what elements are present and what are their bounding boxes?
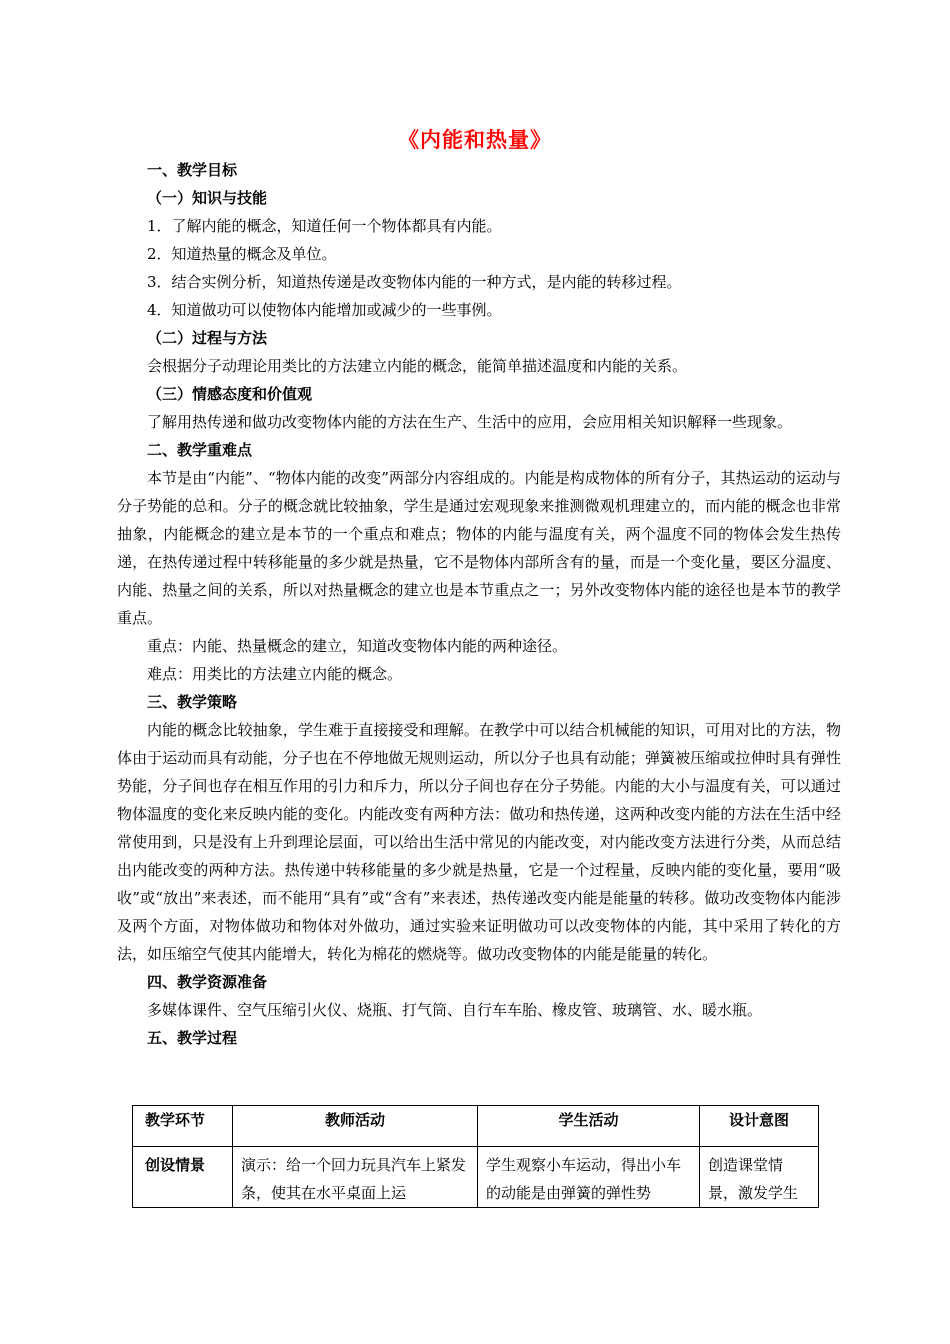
document-title: 《内能和热量》 xyxy=(398,128,552,152)
attitude-values-text: 了解用热传递和做功改变物体内能的方法在生产、生活中的应用，会应用相关知识解释一些现象。 xyxy=(147,413,793,431)
objective-item: 1．了解内能的概念，知道任何一个物体都具有内能。 xyxy=(147,217,502,235)
key-points-text: 本节是由“内能”、“物体内能的改变”两部分内容组成的。内能是构成物体的所有分子，其热运动的运动与分子势能的总和。分子的概念就比较抽象，学生是通过宏观现象来推测微观机理建立的，而内能的概念也非常抽象，内能概念的建立是本节的一个重点和难点；物体的内能与温度有关，两个温度不同的物体会发生热传递，在热传递过程中转移能量的多少就是热量，它不是物体内部所含有的量，而是一个变化量，要区分温度、内能、热量之间的关系，所以对热量概念的建立也是本节重点之一；另外改变物体内能的途径也是本节的教学重点。 xyxy=(117,469,841,627)
teaching-process-table xyxy=(132,1105,819,1208)
subheading-attitude-values: （三）情感态度和价值观 xyxy=(147,385,313,403)
table-header-cell: 设计意图 xyxy=(700,1106,819,1147)
key-point-line: 重点：内能、热量概念的建立，知道改变物体内能的两种途径。 xyxy=(147,637,568,655)
difficult-point-line: 难点：用类比的方法建立内能的概念。 xyxy=(147,665,403,683)
section-heading-resources: 四、教学资源准备 xyxy=(147,973,268,991)
strategy-text: 内能的概念比较抽象，学生难于直接接受和理解。在教学中可以结合机械能的知识，可用对比的方法，物体由于运动而具有动能，分子也在不停地做无规则运动，所以分子也具有动能；弹簧被压缩或拉伸时具有弹性势能，分子间也存在相互作用的引力和斥力，所以分子间也存在分子势能。内能的大小与温度有关，可以通过物体温度的变化来反映内能的变化。内能改变有两种方法：做功和热传递，这两种改变内能的方法在生活中经常使用到，只是没有上升到理论层面，可以给出生活中常见的内能改变，对内能改变方法进行分类，从而总结出内能改变的两种方法。热传递中转移能量的多少就是热量，它是一个过程量，反映内能的变化量，要用“吸收”或“放出”来表述，而不能用“具有”或“含有”来表述，热传递改变内能是能量的转移。做功改变物体内能涉及两个方面，对物体做功和物体对外做功，通过实验来证明做功可以改变物体的内能，其中采用了转化的方法，如压缩空气使其内能增大，转化为棉花的燃烧等。做功改变物体的内能是能量的转化。 xyxy=(117,721,841,963)
table-row xyxy=(133,1147,819,1208)
resources-text: 多媒体课件、空气压缩引火仪、烧瓶、打气筒、自行车车胎、橡皮管、玻璃管、水、暖水瓶。 xyxy=(147,1001,763,1019)
table-cell-stage: 创设情景 xyxy=(145,1156,206,1174)
section-heading-key-points: 二、教学重难点 xyxy=(147,441,253,459)
objective-item: 4．知道做功可以使物体内能增加或减少的一些事例。 xyxy=(147,301,502,319)
section-heading-process: 五、教学过程 xyxy=(147,1029,238,1047)
subheading-knowledge-skills: （一）知识与技能 xyxy=(147,189,268,207)
subheading-process-method: （二）过程与方法 xyxy=(147,329,268,347)
document-body xyxy=(117,156,841,1052)
table-cell-intent: 创造课堂情景，激发学生 xyxy=(708,1156,799,1202)
process-method-text: 会根据分子动理论用类比的方法建立内能的概念，能简单描述温度和内能的关系。 xyxy=(147,357,688,375)
table-header-cell: 教师活动 xyxy=(233,1106,478,1147)
section-heading-objectives: 一、教学目标 xyxy=(147,161,238,179)
table-header-cell: 教学环节 xyxy=(133,1106,233,1147)
section-heading-strategy: 三、教学策略 xyxy=(147,693,238,711)
table-header-cell: 学生活动 xyxy=(478,1106,700,1147)
table-cell-student: 学生观察小车运动，得出小车的动能是由弹簧的弹性势 xyxy=(486,1156,682,1202)
objective-item: 2．知道热量的概念及单位。 xyxy=(147,245,337,263)
objective-item: 3．结合实例分析，知道热传递是改变物体内能的一种方式，是内能的转移过程。 xyxy=(147,273,682,291)
table-header-row xyxy=(133,1106,819,1147)
table-cell-teacher: 演示：给一个回力玩具汽车上紧发条，使其在水平桌面上运 xyxy=(241,1156,467,1202)
